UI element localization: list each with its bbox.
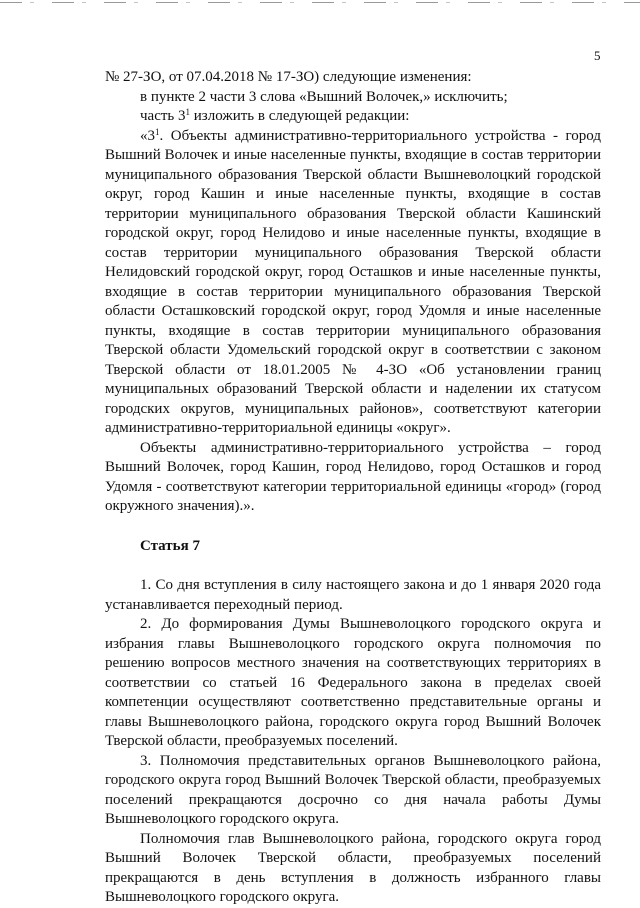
article-heading: Статья 7: [140, 537, 200, 554]
document-body: [105, 68, 601, 908]
quote-text: . Объекты административно-территориального устройства - город Вышний Волочек и иные населенные пункты, входящие в состав территории муниципального образования Тверской области Вышневолоцкий городской округ, город Кашин и иные населенные пункты, входящие в состав территории муниципального образования Тверской области Кашинский городской округ, город Нелидово и иные населенные пункты, входящие в состав территории муниципального образования Тверской области Нелидовский городской округ, город Осташков и иные населенные пункты, входящие в состав территории муниципального образования Тверской области Осташковский городской округ, город Удомля и иные населенные пункты, входящие в состав территории муниципального образования Тверской области Удомельский городской округ в соответствии с законом Тверской области от 18.01.2005 № 4-ЗО «Об установлении границ муниципальных образований Тверской области и наделении их статусом городских округов, муниципальных районов», соответствуют категории административно-территориальной единицы «округ».: [105, 127, 601, 436]
intro-line-2: в пункте 2 части 3 слова «Вышний Волочек,» исключить;: [140, 88, 508, 105]
superscript: 1: [155, 126, 160, 137]
quote-open: «3: [140, 127, 155, 144]
article-paragraph-4: Полномочия глав Вышневолоцкого района, городского округа город Вышний Волочек Тверской области, преобразуемых поселений прекращаются в день вступления в должность избранного главы Вышневолоцкого городского округа.: [105, 830, 601, 905]
scan-edge-artifact: [0, 2, 640, 3]
article-paragraph-1: 1. Со дня вступления в силу настоящего закона и до 1 января 2020 года устанавливается переходный период.: [105, 577, 601, 613]
intro-line-1: № 27-ЗО, от 07.04.2018 № 17-ЗО) следующие изменения:: [105, 69, 472, 85]
intro-line-3-post: изложить в следующей редакции:: [190, 108, 410, 124]
quoted-paragraph-1: [105, 127, 601, 439]
article-paragraph-3: 3. Полномочия представительных органов Вышневолоцкого района, городского округа город Вышний Волочек Тверской области, преобразуемых поселений прекращаются досрочно со дня начала работы Думы Вышневолоцкого городского округа.: [105, 752, 601, 827]
superscript: 1: [185, 107, 191, 117]
intro-line-3: [105, 107, 601, 127]
page-number: 5: [594, 48, 601, 63]
quoted-paragraph-2: Объекты административно-территориального устройства – город Вышний Волочек, город Кашин, город Нелидово, город Осташков и город Удомля - соответствуют категории территориальной единицы «город» (город окружного значения).».: [105, 439, 601, 514]
intro-line-3-pre: часть 3: [140, 108, 186, 124]
article-paragraph-2: 2. До формирования Думы Вышневолоцкого городского округа и избрания главы Вышневолоцкого городского округа полномочия по решению вопросов местного значения на соответствующих территориях в соответствии со статьей 16 Федерального закона в пределах своей компетенции осуществляют соответственно представительные органы и главы Вышневолоцкого района, городского округа город Вышний Волочек Тверской области, преобразуемых поселений.: [105, 616, 601, 749]
